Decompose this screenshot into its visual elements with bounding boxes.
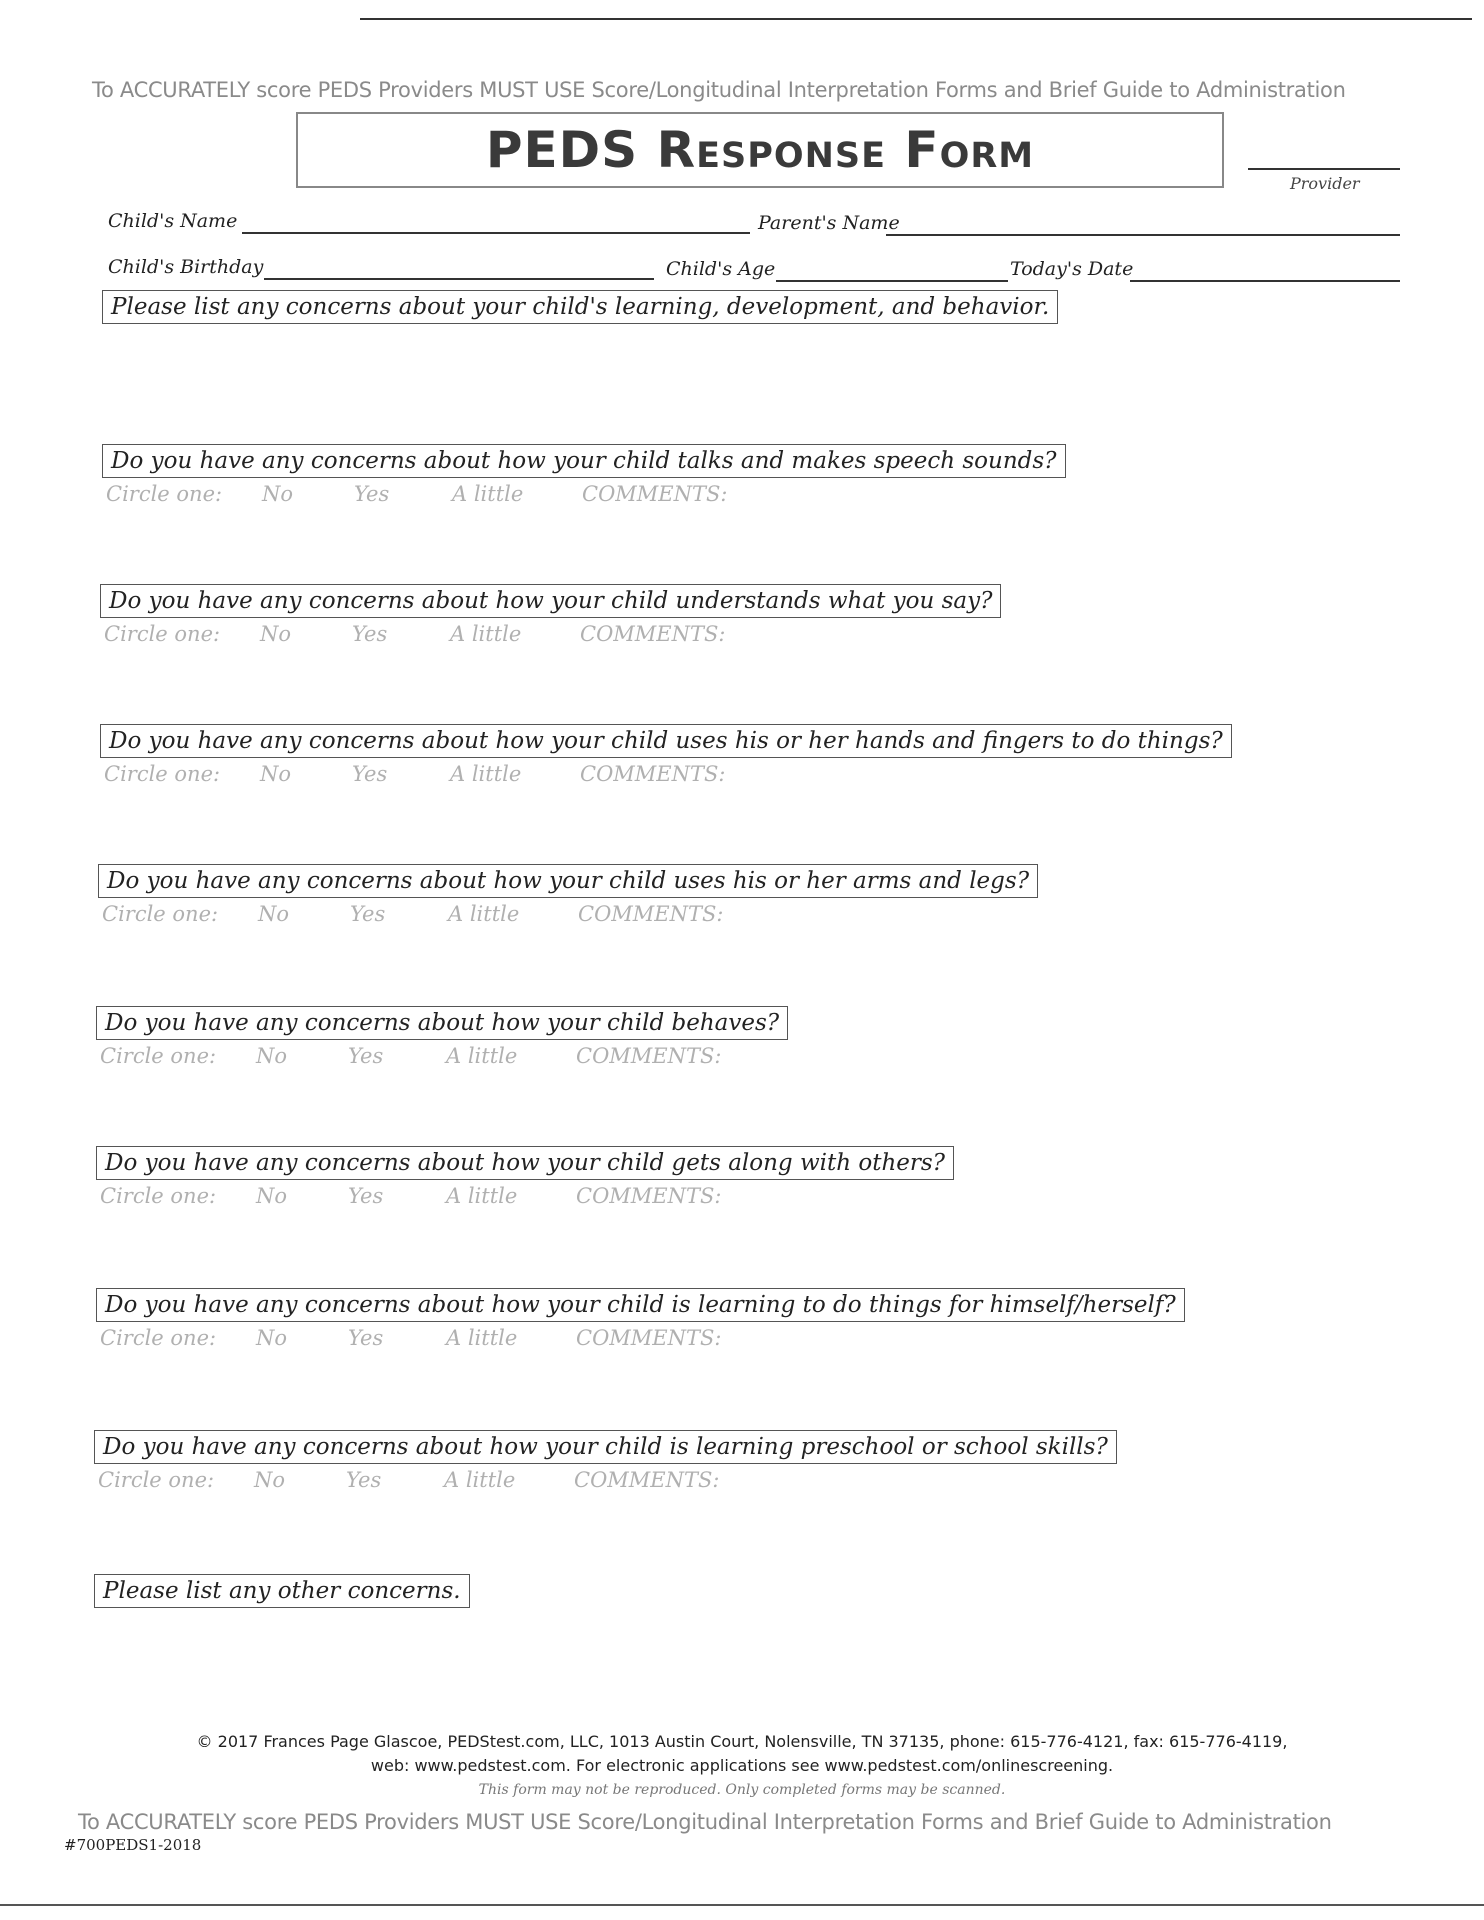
provider-label: Provider <box>1290 174 1360 193</box>
childs-birthday-label: Child's Birthday <box>108 256 264 278</box>
option-a-little[interactable]: A little <box>444 1468 516 1492</box>
top-rule <box>360 18 1472 20</box>
circle-one-label: Circle one: <box>98 1468 215 1492</box>
question-text: Do you have any concerns about how your child gets along with others? <box>105 1150 946 1176</box>
question-text: Do you have any concerns about how your child behaves? <box>105 1010 780 1036</box>
option-a-little[interactable]: A little <box>448 902 520 926</box>
comments-label: COMMENTS: <box>576 1044 722 1068</box>
comments-label: COMMENTS: <box>576 1184 722 1208</box>
other-concerns-box <box>94 1574 470 1608</box>
circle-one-label: Circle one: <box>104 622 221 646</box>
parents-name-label: Parent's Name <box>758 212 900 234</box>
option-yes[interactable]: Yes <box>348 1184 384 1208</box>
footer-note: This form may not be reproduced. Only completed forms may be scanned. <box>478 1782 1006 1798</box>
option-yes[interactable]: Yes <box>348 1326 384 1350</box>
option-a-little[interactable]: A little <box>452 482 524 506</box>
option-no[interactable]: No <box>258 902 290 926</box>
question-text: Do you have any concerns about how your child uses his or her arms and legs? <box>107 868 1030 894</box>
bottom-rule <box>0 1904 1484 1906</box>
todays-date-field[interactable] <box>1130 280 1400 282</box>
option-a-little[interactable]: A little <box>446 1044 518 1068</box>
footer-web: web: www.pedstest.com. For electronic applications see www.pedstest.com/onlinescreening. <box>370 1756 1114 1775</box>
circle-one-label: Circle one: <box>104 762 221 786</box>
question-box <box>94 1430 1117 1464</box>
comments-label: COMMENTS: <box>574 1468 720 1492</box>
question-box <box>100 584 1001 618</box>
intro-question-box <box>102 290 1058 324</box>
option-a-little[interactable]: A little <box>450 762 522 786</box>
other-concerns-text: Please list any other concerns. <box>103 1578 461 1604</box>
option-no[interactable]: No <box>256 1044 288 1068</box>
form-code: #700PEDS1-2018 <box>64 1836 202 1854</box>
childs-name-label: Child's Name <box>108 210 238 232</box>
circle-one-label: Circle one: <box>100 1326 217 1350</box>
bottom-notice: To ACCURATELY score PEDS Providers MUST USE Score/Longitudinal Interpretation Forms and Brief Guide to Administration <box>78 1810 1332 1834</box>
question-box <box>96 1288 1185 1322</box>
option-no[interactable]: No <box>260 622 292 646</box>
childs-age-field[interactable] <box>776 280 1008 282</box>
footer-copyright: © 2017 Frances Page Glascoe, PEDStest.com, LLC, 1013 Austin Court, Nolensville, TN 37135, phone: 615-776-4121, fax: 615-776-4119, <box>196 1732 1288 1751</box>
option-no[interactable]: No <box>262 482 294 506</box>
title-box <box>296 112 1224 188</box>
option-yes[interactable]: Yes <box>352 622 388 646</box>
childs-birthday-field[interactable] <box>264 278 654 280</box>
option-no[interactable]: No <box>260 762 292 786</box>
option-yes[interactable]: Yes <box>354 482 390 506</box>
question-text: Do you have any concerns about how your child is learning to do things for himself/herself? <box>105 1292 1176 1318</box>
question-box <box>96 1146 954 1180</box>
option-a-little[interactable]: A little <box>450 622 522 646</box>
option-yes[interactable]: Yes <box>346 1468 382 1492</box>
question-box <box>98 864 1038 898</box>
question-text: Do you have any concerns about how your child talks and makes speech sounds? <box>111 448 1057 474</box>
page-title: PEDS Response Form <box>485 121 1035 179</box>
question-text: Do you have any concerns about how your child is learning preschool or school skills? <box>103 1434 1108 1460</box>
childs-name-field[interactable] <box>242 232 750 234</box>
question-box <box>100 724 1232 758</box>
parents-name-field[interactable] <box>886 234 1400 236</box>
option-no[interactable]: No <box>256 1326 288 1350</box>
option-a-little[interactable]: A little <box>446 1184 518 1208</box>
comments-label: COMMENTS: <box>576 1326 722 1350</box>
comments-label: COMMENTS: <box>580 762 726 786</box>
circle-one-label: Circle one: <box>100 1044 217 1068</box>
todays-date-label: Today's Date <box>1010 258 1134 280</box>
question-text: Do you have any concerns about how your child uses his or her hands and fingers to do things? <box>109 728 1223 754</box>
option-yes[interactable]: Yes <box>350 902 386 926</box>
question-text: Do you have any concerns about how your child understands what you say? <box>109 588 993 614</box>
top-notice: To ACCURATELY score PEDS Providers MUST USE Score/Longitudinal Interpretation Forms and Brief Guide to Administration <box>92 78 1346 102</box>
comments-label: COMMENTS: <box>580 622 726 646</box>
question-box <box>102 444 1066 478</box>
circle-one-label: Circle one: <box>106 482 223 506</box>
intro-question-text: Please list any concerns about your child's learning, development, and behavior. <box>111 294 1050 320</box>
circle-one-label: Circle one: <box>102 902 219 926</box>
question-box <box>96 1006 788 1040</box>
comments-label: COMMENTS: <box>582 482 728 506</box>
provider-line[interactable] <box>1248 168 1400 170</box>
option-yes[interactable]: Yes <box>348 1044 384 1068</box>
option-no[interactable]: No <box>256 1184 288 1208</box>
circle-one-label: Circle one: <box>100 1184 217 1208</box>
comments-label: COMMENTS: <box>578 902 724 926</box>
childs-age-label: Child's Age <box>666 258 776 280</box>
option-a-little[interactable]: A little <box>446 1326 518 1350</box>
option-yes[interactable]: Yes <box>352 762 388 786</box>
option-no[interactable]: No <box>254 1468 286 1492</box>
